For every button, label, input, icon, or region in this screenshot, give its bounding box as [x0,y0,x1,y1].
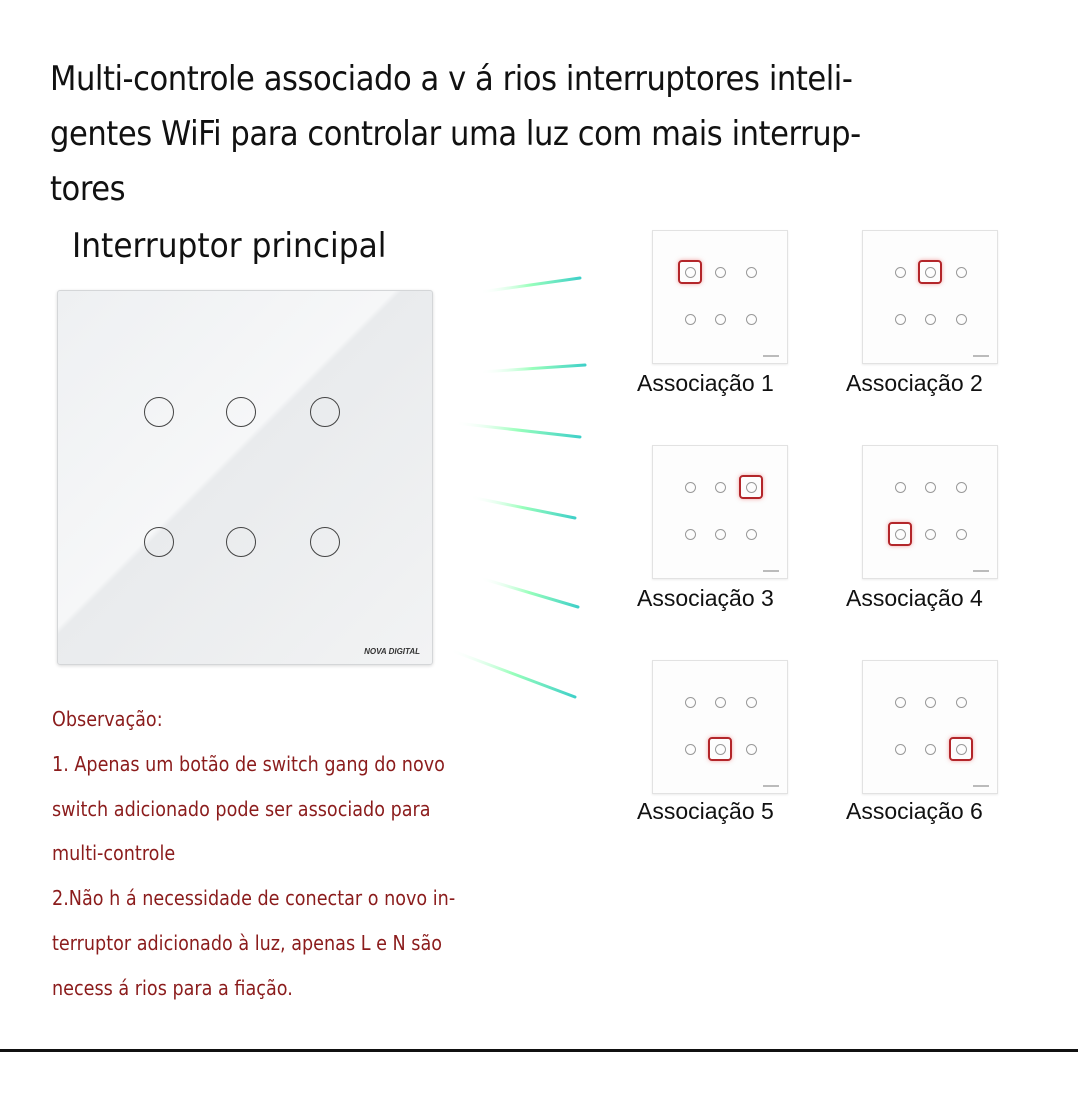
association-label: Associação 1 [637,370,774,396]
switch-button [956,529,967,540]
switch-button [925,744,936,755]
association-label: Associação 2 [846,370,983,396]
arrow-icon [480,578,578,607]
switch-button [925,529,936,540]
notes-line: switch adicionado pode ser associado para [52,796,431,821]
association-label: Associação 4 [846,585,983,611]
switch-button [925,314,936,325]
switch-button [715,314,726,325]
association-label: Associação 5 [637,798,774,824]
arrow-icon [480,278,580,292]
brand-logo: NOVA DIGITAL [364,647,420,656]
switch-button [715,267,726,278]
switch-button [895,482,906,493]
notes-heading: Observação: [52,707,163,731]
notes-line: 2.Não h á necessidade de conectar o novo in- [52,886,456,911]
brand-mark [973,570,989,572]
arrow-icon [450,650,575,697]
selected-button-highlight [739,475,763,499]
switch-button [746,697,757,708]
notes-line: necess á rios para a fiação. [52,975,293,1000]
brand-mark [763,785,779,787]
notes [52,697,545,1011]
association-switch-panel [862,230,998,364]
switch-button [715,697,726,708]
switch-button [895,267,906,278]
association-switch-panel [652,230,788,364]
association-label: Associação 3 [637,585,774,611]
switch-button [715,529,726,540]
switch-button [925,697,936,708]
selected-button-highlight [918,260,942,284]
selected-button-highlight [678,260,702,284]
association-switch-panel [862,445,998,579]
brand-mark [973,355,989,357]
association-label: Associação 6 [846,798,983,824]
switch-button [685,744,696,755]
switch-button [895,314,906,325]
switch-button [746,744,757,755]
main-switch-label: Interruptor principal [72,226,387,266]
headline-line: gentes WiFi para controlar uma luz com mais interrup- [50,114,861,154]
switch-button [746,314,757,325]
association-switch-panel [652,660,788,794]
notes-line: multi-controle [52,841,176,866]
notes-line: terruptor adicionado à luz, apenas L e N são [52,930,443,955]
switch-button [895,697,906,708]
arrow-icon [480,365,585,372]
switch-button [685,529,696,540]
switch-button [685,482,696,493]
brand-mark [763,570,779,572]
association-switch-panel [862,660,998,794]
switch-button [895,744,906,755]
switch-button [715,482,726,493]
selected-button-highlight [708,737,732,761]
switch-button [956,267,967,278]
brand-mark [973,785,989,787]
divider [0,1049,1078,1052]
brand-mark [763,355,779,357]
switch-button [746,267,757,278]
switch-button [956,697,967,708]
arrow-icon [455,423,580,437]
switch-button [956,314,967,325]
switch-button [685,697,696,708]
notes-line: 1. Apenas um botão de switch gang do novo [52,751,445,776]
switch-button [685,314,696,325]
arrow-icon [470,497,575,518]
selected-button-highlight [888,522,912,546]
association-switch-panel [652,445,788,579]
headline-line: tores [50,169,126,209]
selected-button-highlight [949,737,973,761]
headline-line: Multi-controle associado a v á rios interruptores inteli- [50,59,853,99]
switch-button [746,529,757,540]
switch-button [956,482,967,493]
switch-button [925,482,936,493]
